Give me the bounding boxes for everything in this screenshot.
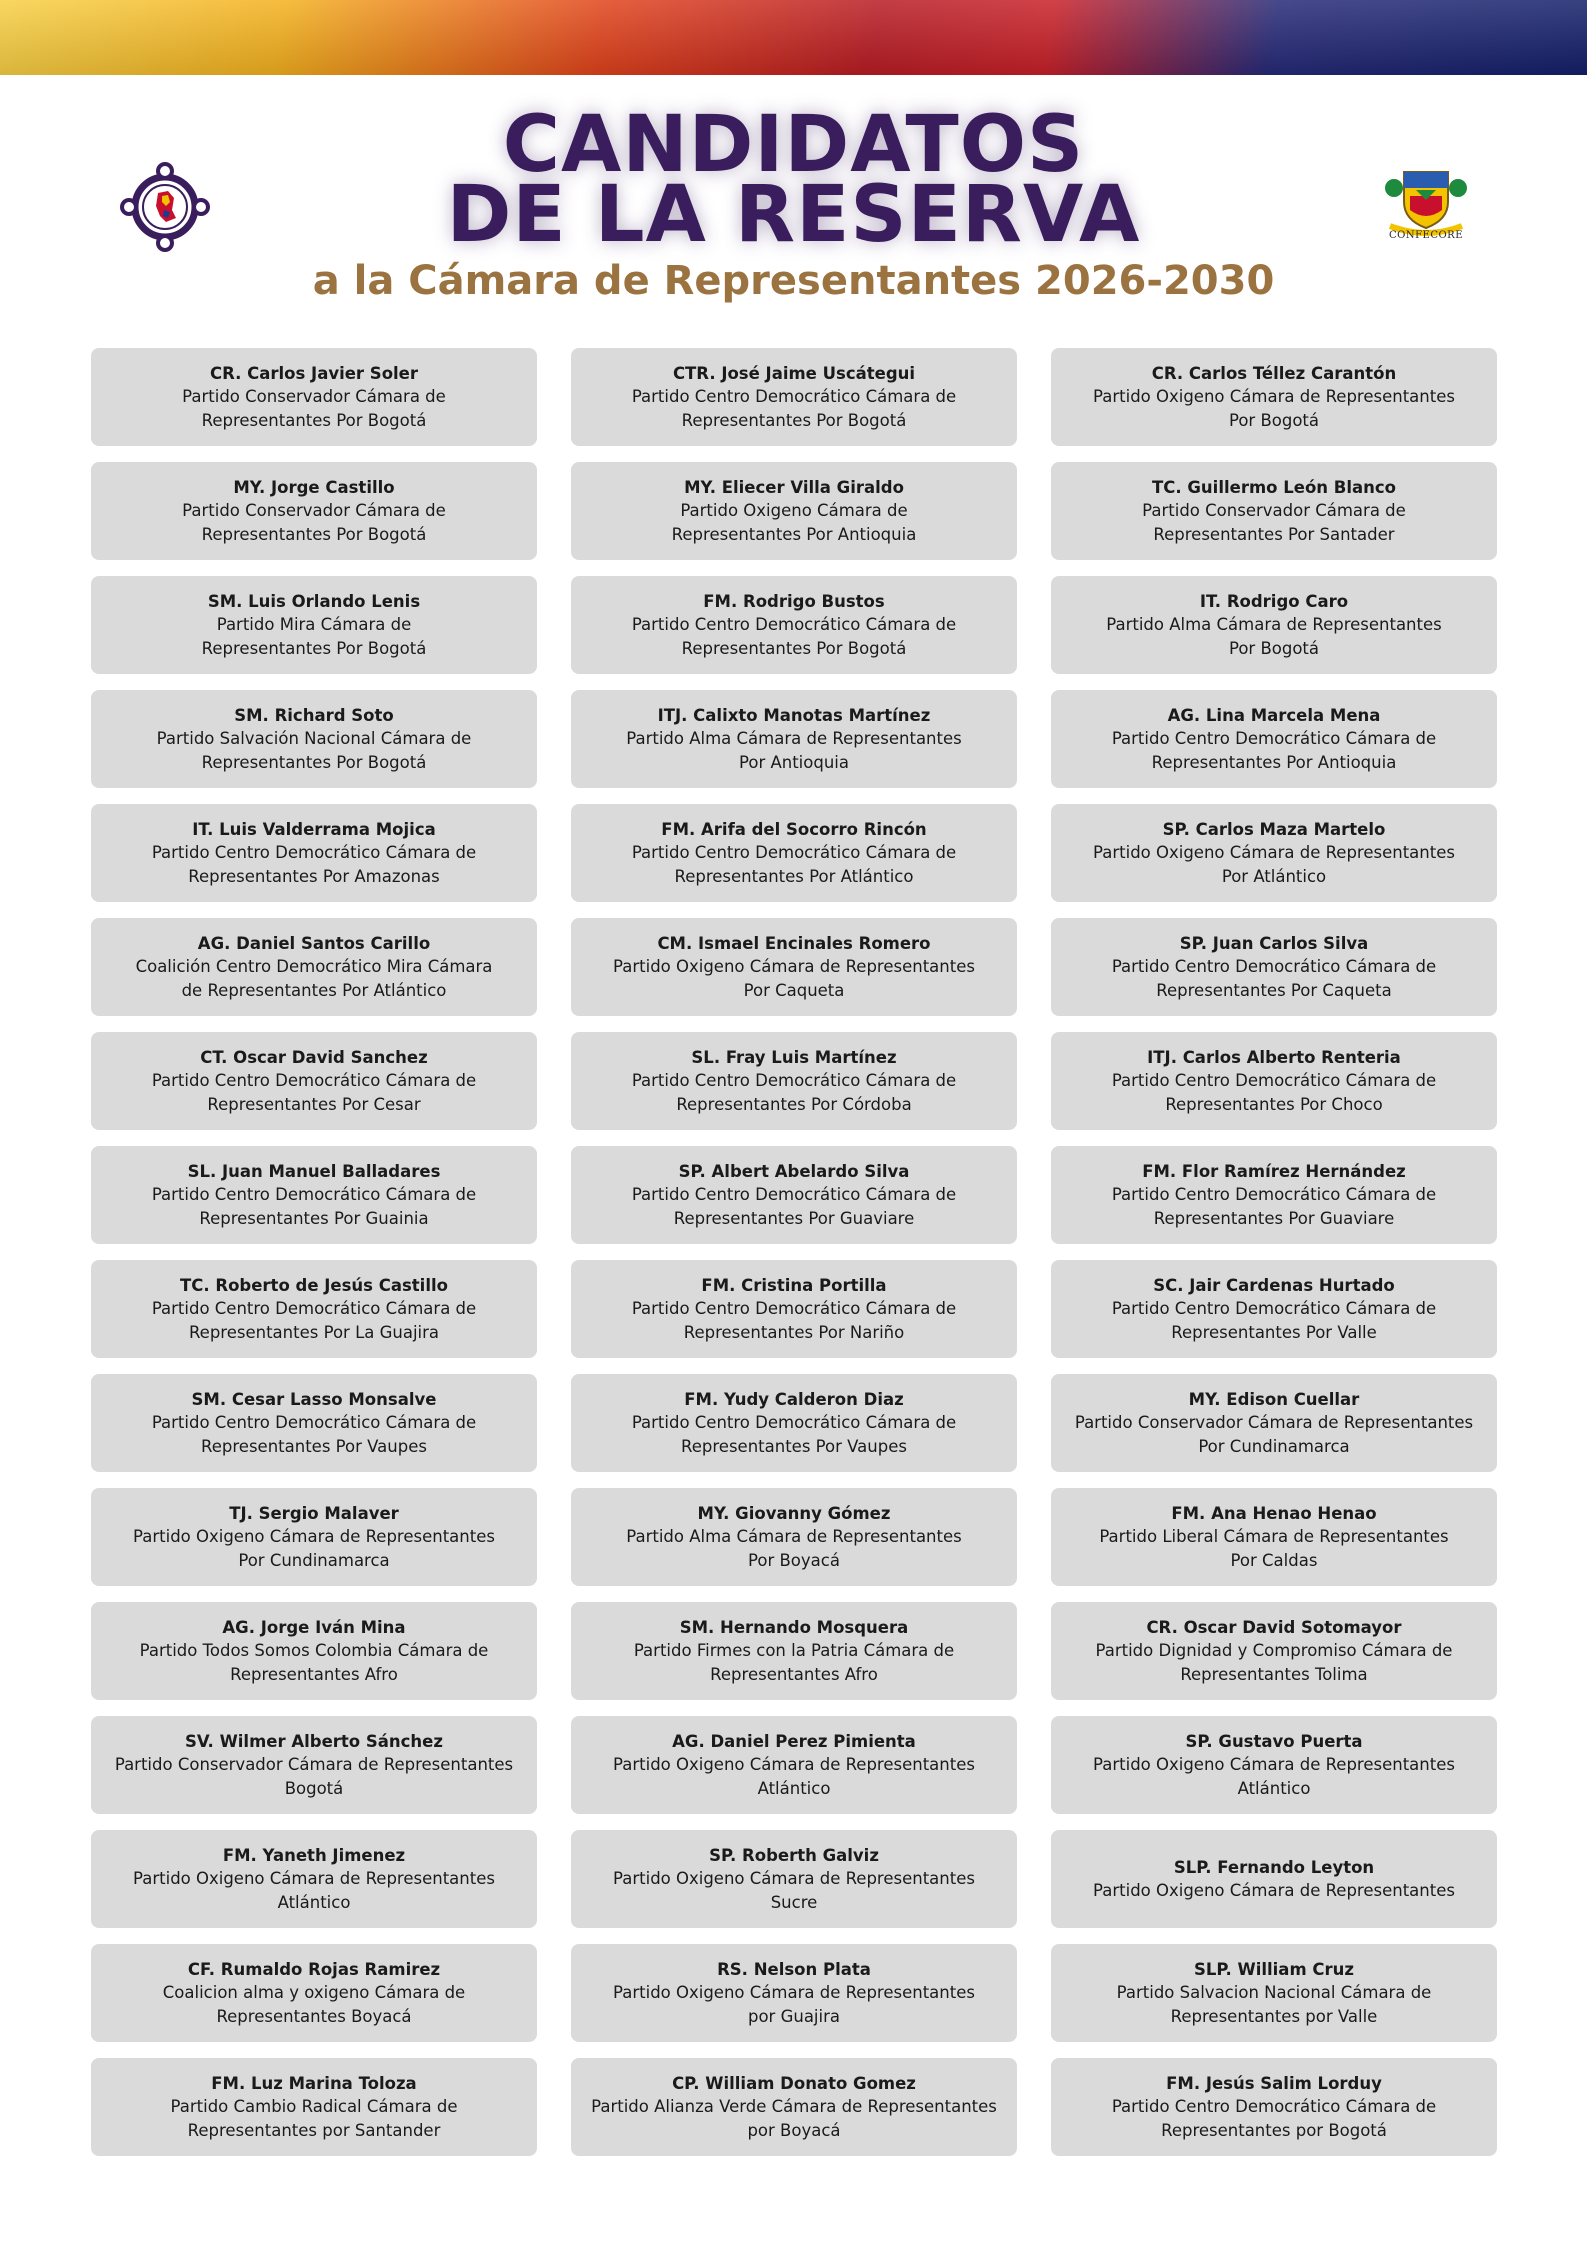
- candidate-party: Partido Oxigeno Cámara de Representantes Por Atlántico: [1093, 842, 1455, 886]
- candidate-name: SL. Juan Manuel Balladares: [187, 1161, 441, 1181]
- candidate-party: Partido Alma Cámara de Representantes Por Antioquia: [626, 728, 962, 772]
- candidate-party: Coalición Centro Democrático Mira Cámara de Representantes Por Atlántico: [135, 956, 493, 1000]
- candidate-card: [1051, 1716, 1497, 1814]
- candidate-party: Partido Centro Democrático Cámara de Representantes Por Atlántico: [631, 842, 957, 886]
- candidate-name: FM. Cristina Portilla: [701, 1275, 887, 1295]
- candidate-party: Partido Centro Democrático Cámara de Representantes Por Bogotá: [631, 614, 957, 658]
- candidate-name: ITJ. Carlos Alberto Renteria: [1147, 1047, 1401, 1067]
- candidate-card: [1051, 1146, 1497, 1244]
- candidate-name: IT. Rodrigo Caro: [1199, 591, 1349, 611]
- candidate-party: Partido Oxigeno Cámara de Representantes Sucre: [613, 1868, 975, 1912]
- candidate-name: CR. Oscar David Sotomayor: [1146, 1617, 1402, 1637]
- candidate-party: Partido Oxigeno Cámara de Representantes Por Caqueta: [613, 956, 975, 1000]
- page-title-line2: DE LA RESERVA: [446, 170, 1141, 260]
- candidate-name: FM. Rodrigo Bustos: [703, 591, 885, 611]
- candidate-card: [571, 462, 1017, 560]
- candidate-party: Partido Centro Democrático Cámara de Representantes Por Valle: [1111, 1298, 1437, 1342]
- candidate-card: [571, 1488, 1017, 1586]
- candidate-card: [91, 2058, 537, 2156]
- candidate-party: Partido Conservador Cámara de Representantes Por Bogotá: [182, 500, 446, 544]
- candidate-card: [91, 1260, 537, 1358]
- candidate-name: SP. Carlos Maza Martelo: [1162, 819, 1386, 839]
- candidate-name: FM. Yaneth Jimenez: [222, 1845, 406, 1865]
- candidate-party: Partido Centro Democrático Cámara de Representantes Por Amazonas: [151, 842, 477, 886]
- candidate-card: [1051, 576, 1497, 674]
- candidate-card: [571, 918, 1017, 1016]
- candidate-party: Partido Conservador Cámara de Representantes Por Bogotá: [182, 386, 446, 430]
- page-title-line1: CANDIDATOS: [502, 100, 1085, 190]
- candidate-name: SL. Fray Luis Martínez: [691, 1047, 897, 1067]
- candidate-name: FM. Arifa del Socorro Rincón: [661, 819, 927, 839]
- candidate-name: SM. Richard Soto: [234, 705, 394, 725]
- candidate-name: SP. Roberth Galviz: [709, 1845, 879, 1865]
- candidate-card: [91, 348, 537, 446]
- candidate-party: Partido Centro Democrático Cámara de Representantes Por Guaviare: [1111, 1184, 1437, 1228]
- candidate-name: TC. Guillermo León Blanco: [1152, 477, 1396, 497]
- candidate-party: Partido Centro Democrático Cámara de Representantes Por Guaviare: [631, 1184, 957, 1228]
- candidate-party: Partido Oxigeno Cámara de Representantes por Guajira: [613, 1982, 975, 2026]
- candidate-party: Partido Alma Cámara de Representantes Por Boyacá: [626, 1526, 962, 1570]
- candidate-card: [571, 576, 1017, 674]
- candidate-name: MY. Eliecer Villa Giraldo: [684, 477, 904, 497]
- candidate-name: TC. Roberto de Jesús Castillo: [180, 1275, 448, 1295]
- candidate-card: [1051, 1374, 1497, 1472]
- candidate-party: Partido Dignidad y Compromiso Cámara de Representantes Tolima: [1095, 1640, 1453, 1684]
- candidate-party: Partido Cambio Radical Cámara de Representantes por Santander: [170, 2096, 458, 2140]
- candidate-card: [1051, 1944, 1497, 2042]
- candidate-name: SM. Hernando Mosquera: [679, 1617, 909, 1637]
- candidate-name: CTR. José Jaime Uscátegui: [672, 363, 916, 383]
- candidate-card: [571, 804, 1017, 902]
- candidate-party: Coalicion alma y oxigeno Cámara de Representantes Boyacá: [162, 1982, 466, 2026]
- candidate-card: [1051, 348, 1497, 446]
- candidate-name: MY. Jorge Castillo: [233, 477, 395, 497]
- candidate-party: Partido Centro Democrático Cámara de Representantes Por Antioquia: [1111, 728, 1437, 772]
- candidate-name: CT. Oscar David Sanchez: [200, 1047, 428, 1067]
- candidate-card: [571, 1944, 1017, 2042]
- candidate-card: [571, 690, 1017, 788]
- candidate-name: SLP. Fernando Leyton: [1173, 1857, 1375, 1877]
- candidate-name: AG. Jorge Iván Mina: [222, 1617, 406, 1637]
- candidate-party: Partido Centro Democrático Cámara de Representantes Por Nariño: [631, 1298, 957, 1342]
- candidate-party: Partido Oxigeno Cámara de Representantes Por Bogotá: [1093, 386, 1455, 430]
- candidate-card: [1051, 690, 1497, 788]
- candidate-party: Partido Oxigeno Cámara de Representantes Atlántico: [613, 1754, 975, 1798]
- candidate-card: [1051, 804, 1497, 902]
- candidate-card: [571, 1146, 1017, 1244]
- candidate-name: SM. Cesar Lasso Monsalve: [191, 1389, 437, 1409]
- candidate-card: [91, 1602, 537, 1700]
- candidate-party: Partido Conservador Cámara de Representantes Bogotá: [114, 1754, 514, 1798]
- candidate-name: ITJ. Calixto Manotas Martínez: [657, 705, 931, 725]
- candidate-card: [571, 1032, 1017, 1130]
- candidate-name: AG. Daniel Perez Pimienta: [672, 1731, 916, 1751]
- candidate-party: Partido Centro Democrático Cámara de Representantes por Bogotá: [1111, 2096, 1437, 2140]
- candidate-party: Partido Centro Democrático Cámara de Representantes Por Caqueta: [1111, 956, 1437, 1000]
- candidate-card: [91, 690, 537, 788]
- candidate-name: FM. Ana Henao Henao: [1171, 1503, 1377, 1523]
- candidate-party: Partido Oxigeno Cámara de Representantes Por Antioquia: [671, 500, 917, 544]
- candidate-card: [1051, 1488, 1497, 1586]
- candidate-name: FM. Yudy Calderon Diaz: [684, 1389, 904, 1409]
- candidate-name: CR. Carlos Téllez Carantón: [1151, 363, 1397, 383]
- candidate-card: [571, 1260, 1017, 1358]
- candidate-card: [91, 462, 537, 560]
- candidate-card: [91, 1488, 537, 1586]
- candidate-party: Partido Centro Democrático Cámara de Representantes Por Cesar: [151, 1070, 477, 1114]
- candidates-grid: [91, 348, 1496, 2156]
- candidate-name: FM. Flor Ramírez Hernández: [1142, 1161, 1406, 1181]
- candidate-card: [91, 918, 537, 1016]
- candidate-party: Partido Centro Democrático Cámara de Representantes Por Choco: [1111, 1070, 1437, 1114]
- candidate-name: MY. Giovanny Gómez: [697, 1503, 891, 1523]
- candidate-card: [91, 1716, 537, 1814]
- candidate-card: [1051, 1830, 1497, 1928]
- candidate-name: MY. Edison Cuellar: [1188, 1389, 1360, 1409]
- candidate-card: [91, 804, 537, 902]
- candidate-party: Partido Centro Democrático Cámara de Representantes Por Vaupes: [631, 1412, 957, 1456]
- candidate-card: [571, 1374, 1017, 1472]
- candidate-party: Partido Mira Cámara de Representantes Por Bogotá: [201, 614, 427, 658]
- candidate-card: [1051, 1602, 1497, 1700]
- candidate-name: IT. Luis Valderrama Mojica: [192, 819, 436, 839]
- candidate-card: [571, 1602, 1017, 1700]
- candidate-party: Partido Oxigeno Cámara de Representantes Por Cundinamarca: [133, 1526, 495, 1570]
- candidate-party: Partido Conservador Cámara de Representantes Por Santader: [1142, 500, 1406, 544]
- candidate-party: Partido Firmes con la Patria Cámara de Representantes Afro: [633, 1640, 955, 1684]
- candidate-party: Partido Centro Democrático Cámara de Representantes Por Córdoba: [631, 1070, 957, 1114]
- candidate-party: Partido Centro Democrático Cámara de Representantes Por La Guajira: [151, 1298, 477, 1342]
- candidate-card: [91, 576, 537, 674]
- candidate-name: SP. Gustavo Puerta: [1185, 1731, 1363, 1751]
- candidate-party: Partido Liberal Cámara de Representantes Por Caldas: [1099, 1526, 1449, 1570]
- candidate-name: SV. Wilmer Alberto Sánchez: [185, 1731, 443, 1751]
- candidate-name: FM. Jesús Salim Lorduy: [1166, 2073, 1382, 2093]
- page-subtitle: a la Cámara de Representantes 2026-2030: [312, 258, 1275, 304]
- candidate-card: [571, 1830, 1017, 1928]
- candidate-name: CP. William Donato Gomez: [672, 2073, 916, 2093]
- flag-banner: [0, 0, 1587, 75]
- candidate-name: SM. Luis Orlando Lenis: [207, 591, 421, 611]
- candidate-party: Partido Centro Democrático Cámara de Representantes Por Bogotá: [631, 386, 957, 430]
- candidate-name: RS. Nelson Plata: [717, 1959, 871, 1979]
- candidate-name: SC. Jair Cardenas Hurtado: [1153, 1275, 1395, 1295]
- candidate-party: Partido Oxigeno Cámara de Representantes Atlántico: [133, 1868, 495, 1912]
- candidate-card: [571, 348, 1017, 446]
- candidate-party: Partido Alma Cámara de Representantes Por Bogotá: [1106, 614, 1442, 658]
- candidate-card: [1051, 918, 1497, 1016]
- candidate-name: FM. Luz Marina Toloza: [211, 2073, 417, 2093]
- candidate-name: AG. Daniel Santos Carillo: [197, 933, 431, 953]
- confecore-caption: CONFECORE: [1388, 230, 1464, 241]
- candidate-card: [1051, 2058, 1497, 2156]
- candidate-party: Partido Salvación Nacional Cámara de Representantes Por Bogotá: [156, 728, 472, 772]
- candidate-card: [91, 1944, 537, 2042]
- candidate-party: Partido Oxigeno Cámara de Representantes: [1093, 1880, 1455, 1900]
- candidate-name: CR. Carlos Javier Soler: [209, 363, 419, 383]
- candidate-name: CF. Rumaldo Rojas Ramirez: [187, 1959, 441, 1979]
- candidate-card: [91, 1146, 537, 1244]
- candidate-name: CM. Ismael Encinales Romero: [657, 933, 931, 953]
- candidate-name: TJ. Sergio Malaver: [229, 1503, 399, 1523]
- candidate-card: [1051, 1032, 1497, 1130]
- candidate-party: Partido Salvacion Nacional Cámara de Representantes por Valle: [1116, 1982, 1432, 2026]
- candidate-name: SP. Juan Carlos Silva: [1179, 933, 1369, 953]
- candidate-card: [91, 1830, 537, 1928]
- reserve-emblem-logo: [118, 160, 212, 254]
- candidate-party: Partido Oxigeno Cámara de Representantes Atlántico: [1093, 1754, 1455, 1798]
- candidate-party: Partido Centro Democrático Cámara de Representantes Por Vaupes: [151, 1412, 477, 1456]
- candidate-card: [91, 1374, 537, 1472]
- candidate-party: Partido Alianza Verde Cámara de Representantes por Boyacá: [591, 2096, 997, 2140]
- candidate-card: [571, 1716, 1017, 1814]
- candidate-card: [1051, 1260, 1497, 1358]
- candidate-name: SLP. William Cruz: [1194, 1959, 1354, 1979]
- candidate-party: Partido Todos Somos Colombia Cámara de Representantes Afro: [139, 1640, 489, 1684]
- candidate-card: [1051, 462, 1497, 560]
- candidate-party: Partido Centro Democrático Cámara de Representantes Por Guainia: [151, 1184, 477, 1228]
- candidate-card: [571, 2058, 1017, 2156]
- candidate-party: Partido Conservador Cámara de Representantes Por Cundinamarca: [1074, 1412, 1474, 1456]
- candidate-name: SP. Albert Abelardo Silva: [678, 1161, 910, 1181]
- candidate-name: AG. Lina Marcela Mena: [1167, 705, 1381, 725]
- candidate-card: [91, 1032, 537, 1130]
